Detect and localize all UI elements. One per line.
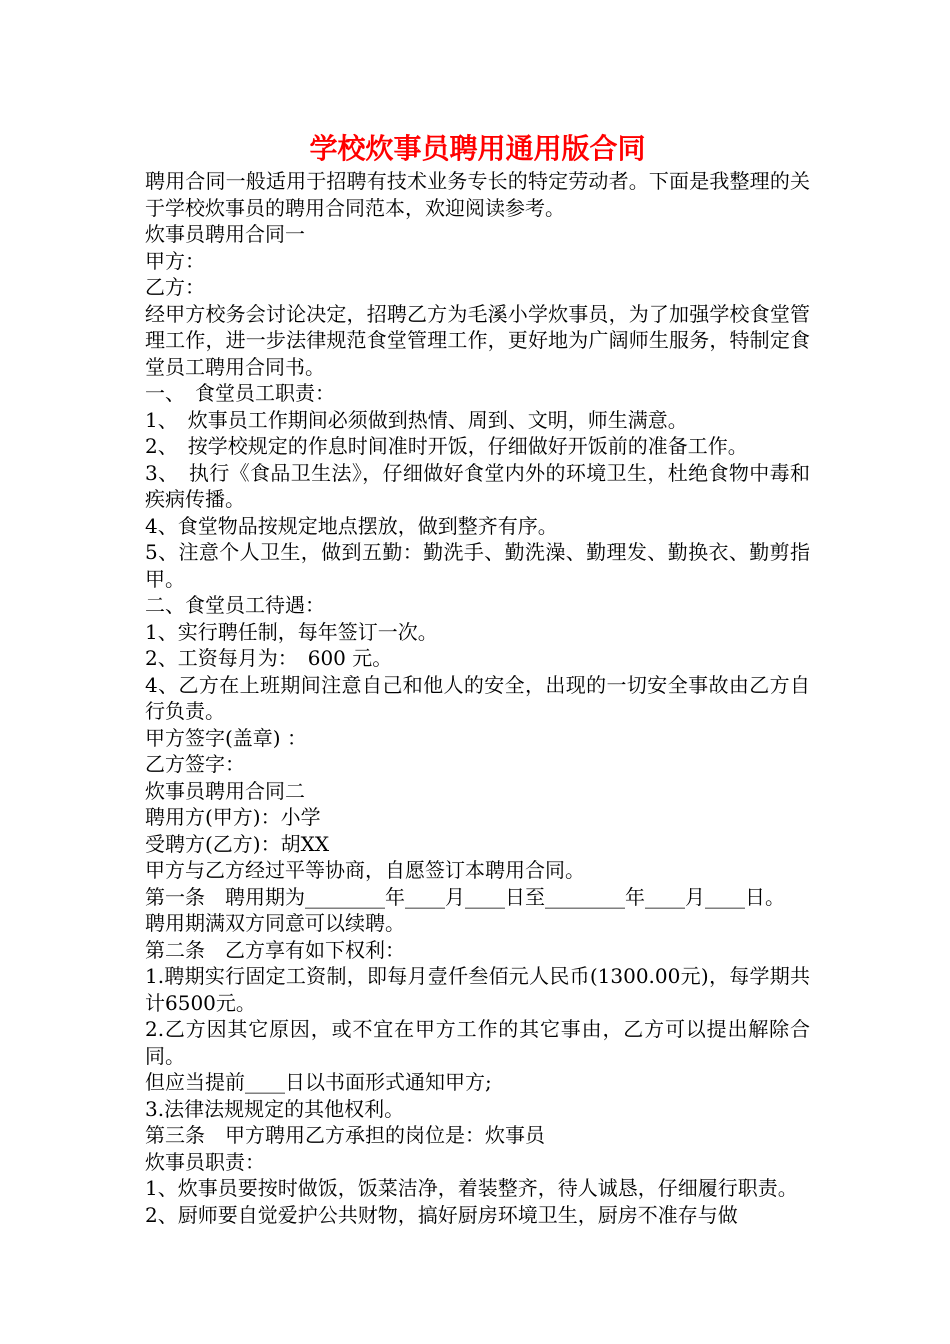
paragraph: 4、食堂物品按规定地点摆放，做到整齐有序。 bbox=[145, 513, 558, 538]
paragraph: 1、实行聘任制，每年签订一次。 bbox=[145, 619, 438, 644]
paragraph: 聘用期满双方同意可以续聘。 bbox=[145, 911, 405, 935]
paragraph: 一、 食堂员工职责： bbox=[145, 381, 335, 405]
document-page bbox=[145, 128, 810, 1228]
paragraph: 二、食堂员工待遇： bbox=[145, 593, 325, 617]
paragraph: 3、 执行《食品卫生法》，仔细做好食堂内外的环境卫生，杜绝食物中毒和疾病传播。 bbox=[145, 460, 810, 511]
paragraph: 4、乙方在上班期间注意自己和他人的安全，出现的一切安全事故由乙方自行负责。 bbox=[145, 672, 810, 723]
paragraph: 乙方签字： bbox=[145, 752, 245, 776]
paragraph: 乙方： bbox=[145, 275, 205, 299]
paragraph: 甲方签字(盖章) ： bbox=[145, 725, 307, 750]
paragraph: 1.聘期实行固定工资制，即每月壹仟叁佰元人民币(1300.00元)，每学期共计6500元。 bbox=[145, 964, 810, 1015]
paragraph: 2、 按学校规定的作息时间准时开饭，仔细做好开饭前的准备工作。 bbox=[145, 434, 748, 458]
paragraph: 经甲方校务会讨论决定，招聘乙方为毛溪小学炊事员，为了加强学校食堂管理工作，进一步法律规范食堂管理工作，更好地为广阔师生服务，特制定食堂员工聘用合同书。 bbox=[145, 301, 810, 379]
paragraph: 炊事员聘用合同二 bbox=[145, 778, 305, 803]
document-body bbox=[145, 168, 810, 1228]
document-title: 学校炊事员聘用通用版合同 bbox=[309, 132, 646, 165]
paragraph: 3.法律法规规定的其他权利。 bbox=[145, 1096, 405, 1121]
paragraph: 第一条 聘用期为________年____月____日至________年____月____日。 bbox=[145, 884, 785, 909]
paragraph: 2、工资每月为： 600 元。 bbox=[145, 646, 393, 670]
paragraph: 炊事员职责： bbox=[145, 1149, 265, 1174]
paragraph: 聘用合同一般适用于招聘有技术业务专长的特定劳动者。下面是我整理的关于学校炊事员的聘用合同范本，欢迎阅读参考。 bbox=[145, 169, 810, 220]
paragraph: 炊事员聘用合同一 bbox=[145, 222, 305, 246]
paragraph: 受聘方(乙方)：胡XX bbox=[145, 831, 330, 856]
paragraph: 1、 炊事员工作期间必须做到热情、周到、文明，师生满意。 bbox=[145, 407, 688, 432]
paragraph: 5、注意个人卫生，做到五勤：勤洗手、勤洗澡、勤理发、勤换衣、勤剪指甲。 bbox=[145, 540, 810, 591]
paragraph: 但应当提前____日以书面形式通知甲方; bbox=[145, 1070, 492, 1094]
paragraph: 聘用方(甲方)：小学 bbox=[145, 805, 321, 829]
paragraph: 第二条 乙方享有如下权利： bbox=[145, 937, 405, 962]
paragraph: 甲方与乙方经过平等协商，自愿签订本聘用合同。 bbox=[145, 858, 585, 882]
paragraph: 2.乙方因其它原因，或不宜在甲方工作的其它事由，乙方可以提出解除合同。 bbox=[145, 1017, 810, 1068]
paragraph: 甲方： bbox=[145, 248, 205, 273]
paragraph: 1、炊事员要按时做饭，饭菜洁净，着装整齐，待人诚恳，仔细履行职责。 bbox=[145, 1176, 798, 1200]
paragraph: 第三条 甲方聘用乙方承担的岗位是：炊事员 bbox=[145, 1123, 545, 1147]
paragraph: 2、厨师要自觉爱护公共财物，搞好厨房环境卫生，厨房不准存与做 bbox=[145, 1202, 738, 1227]
